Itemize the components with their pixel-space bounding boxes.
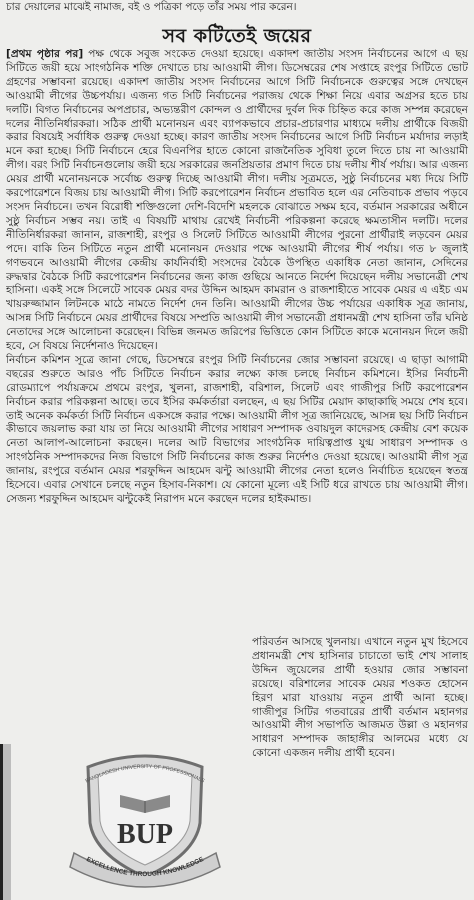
- article-paragraph-2: নির্বাচন কমিশন সূত্রে জানা গেছে, ডিসেম্বরে রংপুর সিটি নির্বাচনের জোর সম্ভাবনা রয়েছে। এ ছাড়া আগামী বছরের শুরুতে আরও পাঁচ সিটিতে নির্বাচন করার লক্ষ্যে কাজ চলছে নির্বাচন কমিশনে। ইসির নির্বাচনী রোডম্যাপে পর্যায়ক্রমে প্রথমে রংপুর, খুলনা, রাজশাহী, বরিশাল, সিলেট এবং গাজীপুর সিটি করপোরেশন নির্বাচন করার পরিকল্পনা আছে। তবে ইসির কর্মকর্তারা বলছেন, এ ছয় সিটির মেয়াদ কাছাকাছি সময়ে শেষ হবে। তাই অনেক কর্মকর্তা সিটি নির্বাচন একসঙ্গে করার পক্ষে। আওয়ামী লীগ সূত্র জানিয়েছে, আসন্ন ছয় সিটি নির্বাচন কীভাবে জয়লাভ করা যায় তা নিয়ে আওয়ামী লীগের সাধারণ সম্পাদক ওবায়দুল কাদেরসহ কেন্দ্রীয় বেশ কয়েক নেতা আলাপ-আলোচনা করছেন। দলের আট বিভাগের সাংগঠনিক দায়িত্বপ্রাপ্ত যুগ্ম সাধারণ সম্পাদক ও সাংগঠনিক সম্পাদকদের নিজ বিভাগে সিটি নির্বাচনের কাজ শুরুর নির্দেশও দেওয়া হয়েছে। আওয়ামী লীগ সূত্র জানায়, রংপুরে বর্তমান মেয়র শরফুদ্দিন আহমেদ ঝন্টু আওয়ামী লীগের নেতা হলেও নির্বাচিত হয়েছেন স্বতন্ত্র হিসেবে। এবার সেখানে চলছে নতুন হিসাব-নিকাশ। যে কোনো মূল্যে এই সিটি ধরে রাখতে চায় আওয়ামী লীগ। সেজন্য শরফুদ্দিন আহমেদ ঝন্টুকেই নিরাপদ মনে করছেন দলের হাইকমান্ড।: [6, 353, 468, 505]
- logo-acronym: BUP: [117, 819, 173, 850]
- article-headline: সব কটিতেই জয়ের: [162, 25, 312, 47]
- adjacent-column-edge: [0, 744, 11, 900]
- logo-arc-text: BANGLADESH UNIVERSITY OF PROFESSIONALS: [84, 763, 206, 785]
- continuation-paragraph: পরিবর্তন আসছে খুলনায়। এখানে নতুন মুখ হিসেবে প্রধানমন্ত্রী শেখ হাসিনার চাচাতো ভাই শেখ সালাহ উদ্দিন জুয়েলের প্রার্থী হওয়ার জোর সম্ভাবনা রয়েছে। বরিশালের সাবেক মেয়র শওকত হোসেন হিরণ মারা যাওয়ায় নতুন প্রার্থী আনা হচ্ছে। গাজীপুর সিটির গতবারের প্রার্থী বর্তমান মহানগর আওয়ামী লীগ সভাপতি আজমত উল্লা ও মহানগর সাধারণ সম্পাদক জাহাঙ্গীর আলমের মধ্যে যে কোনো একজন দলীয় প্রার্থী হবেন।: [252, 636, 468, 760]
- article-body: [6, 48, 468, 636]
- article-paragraph-1: [6, 48, 468, 354]
- bup-logo: [60, 745, 230, 895]
- logo-motto: EXCELLENCE THROUGH KNOWLEDGE: [85, 855, 205, 879]
- paragraph-text: পক্ষ থেকে সবুজ সংকেত দেওয়া হয়েছে। একাদশ জাতীয় সংসদ নির্বাচনের আগে এ ছয় সিটিতে জয়ী হয়ে সাংগঠনিক শক্তি দেখাতে চায় আওয়ামী লীগ। ডিসেম্বরের শেষ সপ্তাহে রংপুর সিটিতে ভোট গ্রহণের সম্ভাবনা রয়েছে। একাদশ জাতীয় সংসদ নির্বাচনের আগে সিটি নির্বাচনকে গুরুত্বের সঙ্গে দেখছেন আওয়ামী লীগের উচ্চপর্যায়। এজন্য গত সিটি নির্বাচনের পরাজয় থেকে শিক্ষা নিয়ে এবার অগ্রসর হতে চায় দলটি। বিগত নির্বাচনের অপপ্রচার, অভ্যন্তরীণ কোন্দল ও প্রার্থীদের দুর্বল দিক চিহ্নিত করে কাজ সম্পন্ন করেছেন দলের নীতিনির্ধারকরা। সঠিক প্রার্থী মনোনয়ন এবং ব্যাপকভাবে প্রচার-প্রচারণার মাধ্যমে দলীয় প্রার্থীকে বিজয়ী করার বিষয়েই সর্বাধিক গুরুত্ব দেওয়া হচ্ছে। কারণ জাতীয় সংসদ নির্বাচনের আগে সিটি নির্বাচন মর্যাদার লড়াই মনে করা হচ্ছে। সিটি নির্বাচনে হেরে বিএনপির হাতে কোনো রাজনৈতিক সুবিধা তুলে দিতে চায় না আওয়ামী লীগ। বরং সিটি নির্বাচনগুলোয় জয়ী হয়ে সরকারের জনপ্রিয়তার প্রমাণ দিতে চায় দলীয় শীর্ষ পর্যায়। আর এজন্য মেয়র প্রার্থী মনোনয়নকে সর্বোচ্চ গুরুত্ব দিচ্ছে আওয়ামী লীগ। দলীয় সূত্রমতে, সুষ্ঠু নির্বাচনের মধ্য দিয়ে সিটি করপোরেশনে বিজয় চায় আওয়ামী লীগ। সিটি করপোরেশন নির্বাচন প্রভাবিত হলে এর নেতিবাচক প্রভাব পড়বে সংসদ নির্বাচনে। তখন বিরোধী শক্তিগুলো দেশি-বিদেশি মহলকে বোঝাতে সক্ষম হবে, বর্তমান সরকারের অধীনে সুষ্ঠু নির্বাচন সম্ভব নয়। তাই এ বিষয়টি মাথায় রেখেই নির্বাচনী পরিকল্পনা করেছে ক্ষমতাসীন দলটি। দলের নীতিনির্ধারকরা জানান, রাজশাহী, রংপুর ও সিলেট সিটিতে আওয়ামী লীগের পুরনো প্রার্থীরাই লড়বেন মেয়র পদে। বাকি তিন সিটিতে নতুন প্রার্থী মনোনয়ন দেওয়ার পক্ষে আওয়ামী লীগের শীর্ষ পর্যায়। গত ৮ জুলাই গণভবনে আওয়ামী লীগের কেন্দ্রীয় কার্যনির্বাহী সংসদের বৈঠকে উপস্থিত একাধিক নেতা জানান, সেদিনের রুদ্ধদ্বার বৈঠকে সিটি করপোরেশন নির্বাচনের জন্য কাজ গুছিয়ে আনতে নির্দেশ দিয়েছেন দলীয় সভানেত্রী শেখ হাসিনা। একই সঙ্গে সিলেটে সাবেক মেয়র বদর উদ্দিন আহমদ কামরান ও রাজশাহীতে সাবেক মেয়র এ এইচ এম খায়রুজ্জামান লিটনকে মাঠে নামতে নির্দেশ দেন তিনি। আওয়ামী লীগের উচ্চ পর্যায়ের একাধিক সূত্র জানায়, আসন্ন সিটি নির্বাচনে মেয়র প্রার্থীদের বিষয়ে সম্প্রতি আওয়ামী লীগ সভানেত্রী প্রধানমন্ত্রী শেখ হাসিনা তাঁর ঘনিষ্ঠ নেতাদের সঙ্গে আলোচনা করেছেন। বিভিন্ন জনমত জরিপের ভিত্তিতে কোন সিটিতে কাকে মনোনয়ন দিলে জয়ী হবে, সে বিষয়ে নির্দেশনাও দিয়েছেন।: [6, 48, 468, 353]
- lead-tag: [প্রথম পৃষ্ঠার পর]: [6, 48, 84, 60]
- previous-article-tail: চার দেয়ালের মাঝেই নামাজ, বই ও পত্রিকা পড়ে তাঁর সময় পার করেন।: [6, 1, 297, 13]
- shield-emblem-icon: [60, 745, 230, 895]
- article-continuation: [252, 636, 468, 898]
